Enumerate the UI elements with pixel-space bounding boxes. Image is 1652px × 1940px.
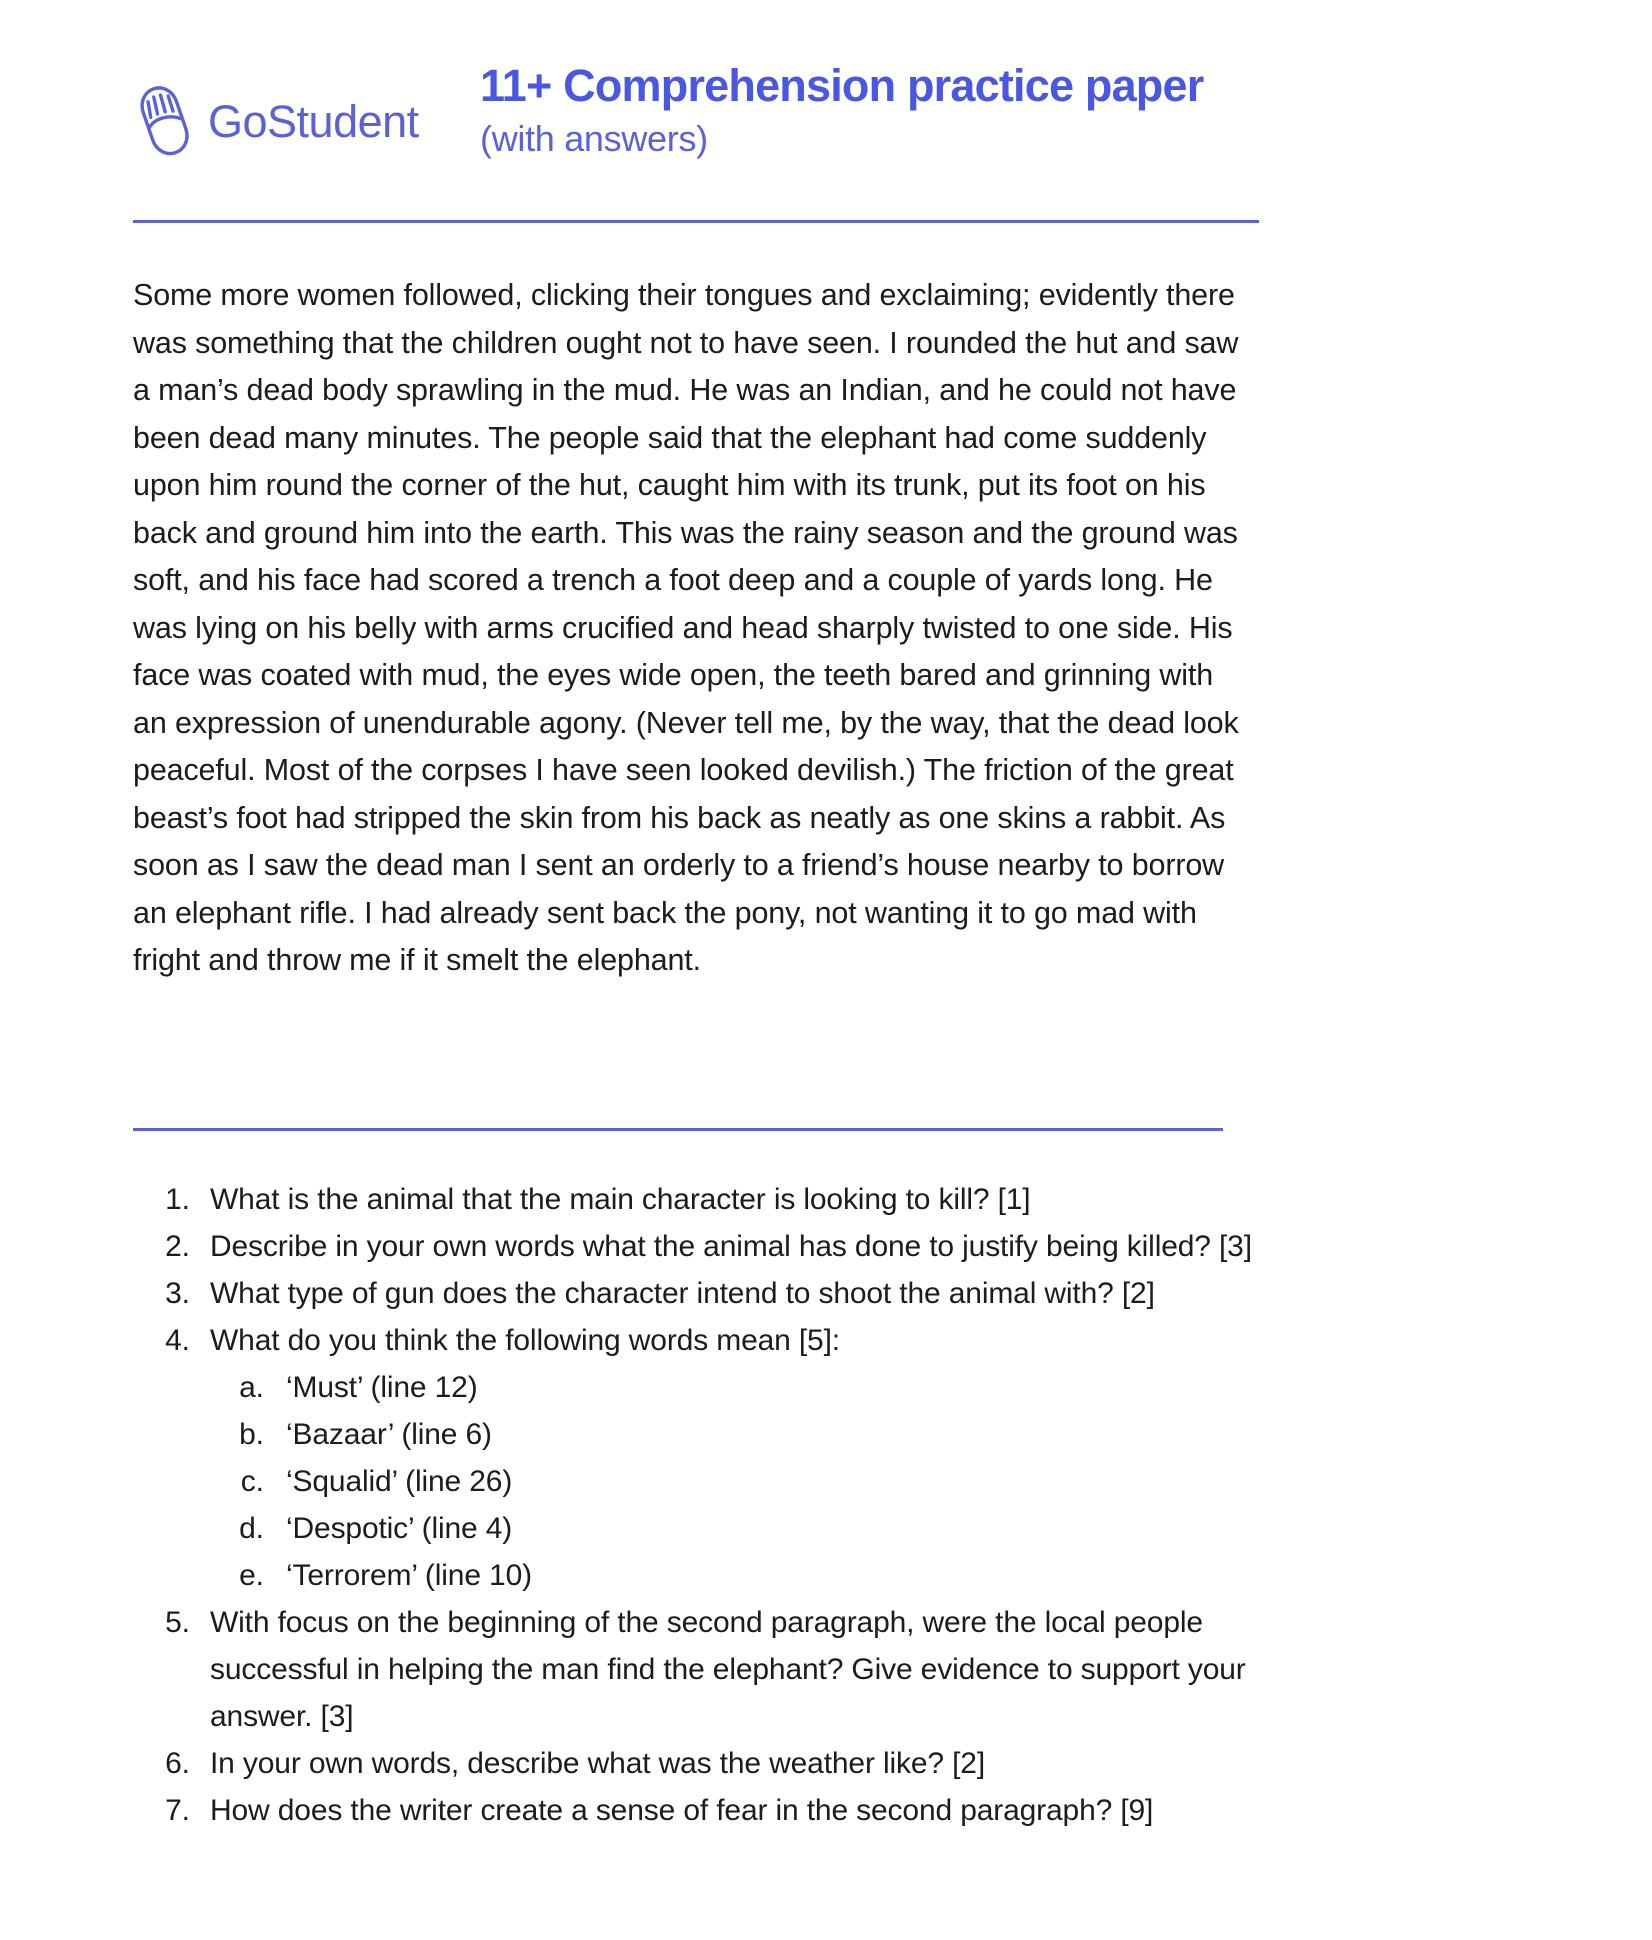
gostudent-eraser-logo-icon [130, 82, 192, 160]
question-item [198, 1270, 1300, 1317]
question-text: What do you think the following words mean [5]: [210, 1324, 840, 1357]
questions-section [140, 1176, 1300, 1834]
question-text: With focus on the beginning of the second paragraph, were the local people successful in helping the man find the elephant? Give evidence to support your answer. [3] [210, 1606, 1246, 1733]
question-sub-item [272, 1552, 1300, 1599]
question-item [198, 1317, 1300, 1599]
question-item [198, 1599, 1300, 1740]
brand-lockup [130, 62, 460, 160]
question-sub-text: ‘Despotic’ (line 4) [286, 1512, 513, 1545]
question-text: In your own words, describe what was the weather like? [2] [210, 1747, 986, 1780]
question-text: What type of gun does the character intend to shoot the animal with? [2] [210, 1277, 1155, 1310]
question-text: How does the writer create a sense of fear in the second paragraph? [9] [210, 1794, 1154, 1827]
brand-name: GoStudent [208, 95, 419, 147]
questions-divider [133, 1128, 1223, 1131]
questions-list [140, 1176, 1300, 1834]
question-item [198, 1176, 1300, 1223]
question-sub-item [272, 1364, 1300, 1411]
header-divider [133, 220, 1259, 223]
page-subtitle: (with answers) [480, 118, 708, 160]
question-sub-list [210, 1364, 1300, 1599]
question-sub-text: ‘Must’ (line 12) [286, 1371, 478, 1404]
question-sub-item [272, 1411, 1300, 1458]
question-sub-text: ‘Squalid’ (line 26) [286, 1465, 513, 1498]
question-sub-item [272, 1458, 1300, 1505]
document-header [130, 62, 1532, 160]
question-text: What is the animal that the main character is looking to kill? [1] [210, 1183, 1031, 1216]
question-sub-text: ‘Terrorem’ (line 10) [286, 1559, 532, 1592]
question-item [198, 1223, 1300, 1270]
question-text: Describe in your own words what the animal has done to justify being killed? [3] [210, 1230, 1252, 1263]
passage-text: Some more women followed, clicking their tongues and exclaiming; evidently there was something that the children ought not to have seen. I rounded the hut and saw a man’s dead body sprawling in the mud. He was an Indian, and he could not have been dead many minutes. The people said that the elephant had come suddenly upon him round the corner of the hut, caught him with its trunk, put its foot on his back and ground him into the earth. This was the rainy season and the ground was soft, and his face had scored a trench a foot deep and a couple of yards long. He was lying on his belly with arms crucified and head sharply twisted to one side. His face was coated with mud, the eyes wide open, the teeth bared and grinning with an expression of unendurable agony. (Never tell me, by the way, that the dead look peaceful. Most of the corpses I have seen looked devilish.) The friction of the great beast’s foot had stripped the skin from his back as neatly as one skins a rabbit. As soon as I saw the dead man I sent an orderly to a friend’s house nearby to borrow an elephant rifle. I had already sent back the pony, not wanting it to go mad with fright and throw me if it smelt the elephant. [133, 278, 1239, 977]
question-sub-text: ‘Bazaar’ (line 6) [286, 1418, 492, 1451]
question-item [198, 1787, 1300, 1834]
question-sub-item [272, 1505, 1300, 1552]
title-block [460, 62, 1532, 160]
question-item [198, 1740, 1300, 1787]
page-title: 11+ Comprehension practice paper [480, 60, 1204, 111]
